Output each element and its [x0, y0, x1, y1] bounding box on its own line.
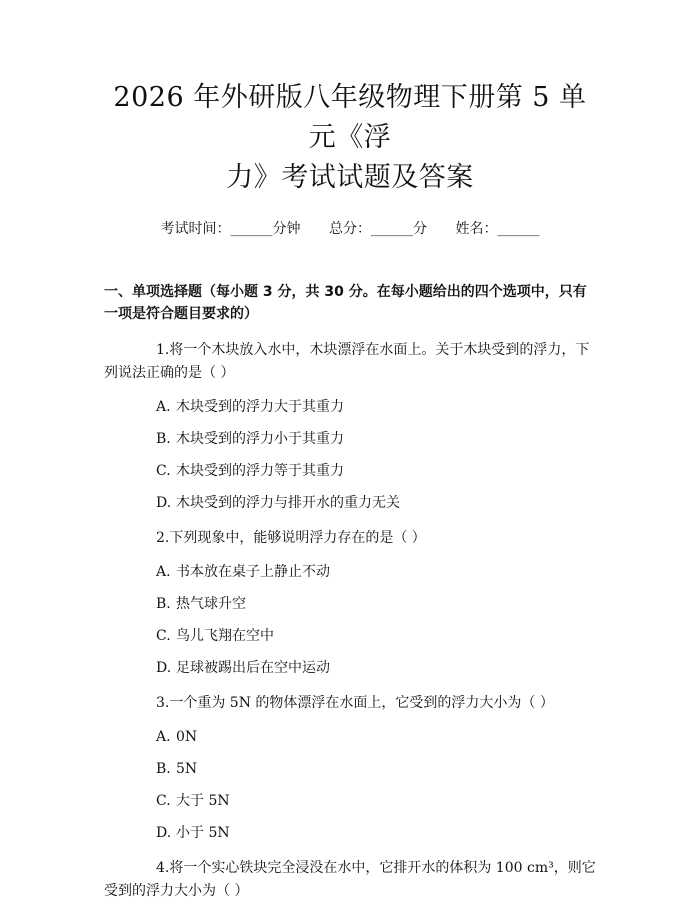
option-1-d — [104, 493, 596, 513]
option-text: 木块受到的浮力与排开水的重力无关 — [176, 495, 400, 511]
option-label: A. — [156, 564, 171, 580]
option-text: 0N — [176, 729, 198, 745]
question-text: 将一个木块放入水中，木块漂浮在水面上。关于木块受到的浮力，下列说法正确的是（ ） — [104, 342, 590, 381]
question-list — [104, 339, 596, 903]
question-2 — [104, 527, 596, 550]
option-text: 木块受到的浮力大于其重力 — [176, 399, 344, 415]
option-label: A. — [156, 399, 171, 415]
option-text: 大于 5N — [176, 793, 230, 809]
option-2-d — [104, 658, 596, 678]
document-title — [104, 78, 596, 198]
option-text: 鸟儿飞翔在空中 — [176, 628, 274, 644]
title-line-2: 力》考试试题及答案 — [226, 162, 474, 193]
question-3 — [104, 692, 596, 715]
question-number: 2. — [156, 530, 170, 546]
question-4 — [104, 857, 596, 903]
option-label: D. — [156, 660, 172, 676]
option-label: D. — [156, 495, 172, 511]
option-text: 小于 5N — [176, 825, 230, 841]
option-text: 木块受到的浮力等于其重力 — [176, 463, 344, 479]
option-text: 木块受到的浮力小于其重力 — [176, 431, 344, 447]
option-2-b — [104, 594, 596, 614]
title-line-1: 2026 年外研版八年级物理下册第 5 单元《浮 — [113, 82, 587, 153]
option-1-c — [104, 461, 596, 481]
option-label: C. — [156, 793, 171, 809]
option-label: C. — [156, 463, 171, 479]
option-3-d — [104, 823, 596, 843]
option-label: D. — [156, 825, 172, 841]
option-label: A. — [156, 729, 171, 745]
option-2-a — [104, 562, 596, 582]
option-1-a — [104, 397, 596, 417]
exam-meta — [104, 219, 596, 239]
option-text: 书本放在桌子上静止不动 — [176, 564, 330, 580]
question-text: 一个重为 5N 的物体漂浮在水面上，它受到的浮力大小为（ ） — [169, 695, 554, 711]
question-text: 下列现象中，能够说明浮力存在的是（ ） — [169, 530, 426, 546]
question-number: 3. — [156, 695, 170, 711]
option-label: B. — [156, 431, 171, 447]
option-1-b — [104, 429, 596, 449]
option-label: B. — [156, 761, 171, 777]
option-text: 热气球升空 — [176, 596, 246, 612]
option-label: B. — [156, 596, 171, 612]
total-score-field: 总分：______分 — [329, 221, 427, 237]
question-number: 1. — [156, 342, 170, 358]
question-1 — [104, 339, 596, 385]
question-number: 4. — [156, 860, 170, 876]
option-2-c — [104, 626, 596, 646]
option-3-c — [104, 791, 596, 811]
option-text: 5N — [176, 761, 198, 777]
student-name-field: 姓名：______ — [455, 221, 540, 237]
option-3-b — [104, 759, 596, 779]
option-label: C. — [156, 628, 171, 644]
question-text: 将一个实心铁块完全浸没在水中，它排开水的体积为 100 cm³，则它受到的浮力大小为（ ） — [104, 860, 596, 899]
exam-time-field: 考试时间：______分钟 — [160, 221, 301, 237]
option-3-a — [104, 727, 596, 747]
option-text: 足球被踢出后在空中运动 — [176, 660, 330, 676]
section-heading: 一、单项选择题（每小题 3 分，共 30 分。在每小题给出的四个选项中，只有一项是符合题目要求的） — [104, 284, 587, 322]
